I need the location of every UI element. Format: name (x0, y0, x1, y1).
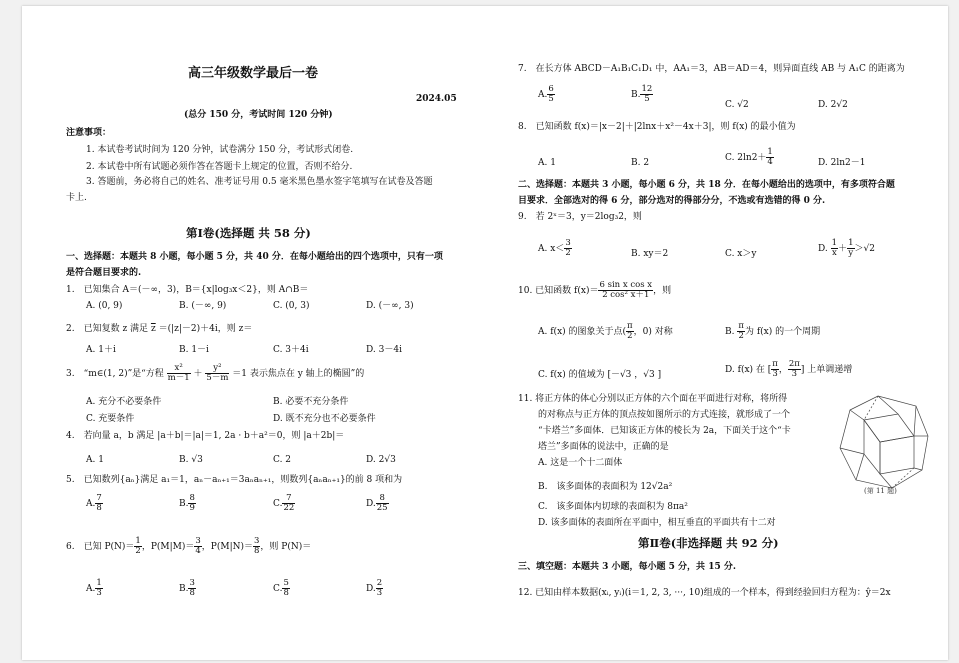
q9-a-pre: A. x＜ (538, 244, 565, 254)
q9-d-frac1-num: 1 (831, 238, 838, 248)
q10-option-b (725, 321, 820, 343)
q1-option-c: C. (0, 3) (273, 301, 310, 311)
q3-fraction-x (167, 364, 191, 383)
q7-b-den: 5 (644, 94, 650, 104)
q5-option-b (179, 493, 196, 515)
q5-c-frac (282, 494, 295, 513)
q2-option-b: B. 1－i (179, 345, 209, 355)
q6-c-frac (282, 579, 289, 598)
q5-b-frac (188, 494, 195, 513)
q10-b-den: 2 (738, 331, 744, 341)
q6-a-frac (95, 579, 102, 598)
q10-a-pre: A. f(x) 的图象关于点( (538, 327, 627, 337)
q6-option-a (86, 578, 103, 600)
q2-stem (66, 324, 252, 335)
q8-stem: 8. 已知函数 f(x)＝|x－2|＋|2lnx＋x²－4x＋3|，则 f(x) 的最小值为 (518, 122, 796, 132)
q10-d-frac1-num: π (772, 359, 778, 369)
q3-frac2-den: 5－m (206, 373, 229, 383)
q9-stem: 9. 若 2ˣ＝3，y＝2log₃2，则 (518, 212, 642, 222)
q9-a-frac (564, 239, 571, 258)
q8-option-b: B. 2 (631, 158, 650, 168)
exam-page (22, 6, 948, 660)
q4-option-c: C. 2 (273, 455, 292, 465)
q1-stem: 1. 已知集合 A＝(－∞，3)，B＝{x|log₃x＜2}，则 A∩B＝ (66, 285, 309, 295)
q6-b-den: 8 (189, 588, 195, 598)
q5-a-num: 7 (96, 493, 102, 503)
exam-info: (总分 150 分，考试时间 120 分钟) (184, 110, 333, 120)
q8-c-num: 1 (767, 147, 773, 157)
q4-option-b: B. √3 (179, 455, 203, 465)
exam-date: 2024.05 (416, 94, 457, 104)
q5-d-den: 25 (376, 503, 388, 513)
q10-option-c: C. f(x) 的值域为 [－√3 ，√3 ] (538, 370, 662, 380)
note-3: 3. 答题前，务必将自己的姓名、准考证号用 0.5 毫米黑色墨水签字笔填写在试卷及答题 (86, 177, 433, 187)
q6-b-num: 3 (189, 578, 195, 588)
q5-c-num: 7 (282, 494, 295, 504)
q5-b-den: 9 (189, 503, 195, 513)
q10-part2: ，则 (653, 286, 672, 296)
q10-d-post: ] 上单调递增 (800, 365, 853, 375)
q10-option-a (538, 321, 673, 343)
q10-a-frac (626, 322, 634, 341)
q10-b-frac (737, 322, 745, 341)
q6-a-label: A. (86, 584, 96, 594)
q7-option-d: D. 2√2 (818, 100, 848, 110)
q3-frac1-den: m－1 (167, 373, 190, 383)
q6-a-num: 1 (96, 578, 102, 588)
q7-a-den: 5 (548, 94, 554, 104)
q7-option-c: C. √2 (725, 100, 749, 110)
q6-b-frac (188, 579, 195, 598)
q1-option-b: B. (－∞, 9) (179, 301, 227, 311)
q10-part1: 10. 已知函数 f(x)＝ (518, 286, 599, 296)
q4-option-a: A. 1 (86, 455, 104, 465)
q11-line-1: 11. 将正方体的体心分别以正方体的六个面在平面进行对称，将所得 (518, 394, 788, 404)
q5-stem: 5. 已知数列{aₙ}满足 a₁＝1，aₙ－aₙ₊₁＝3aₙaₙ₊₁，则数列{aₙaₙ₊₁}的前 8 项和为 (66, 475, 403, 485)
q10-b-num: π (738, 321, 744, 331)
q9-d-frac2-den: y (848, 248, 854, 258)
section2-heading: 二、选择题：本题共 3 小题，每小题 6 分，共 18 分．在每小题给出的选项中，有多项符合题 (518, 180, 895, 190)
note-3-cont: 卡上. (66, 193, 87, 203)
section1-heading: 一、选择题：本题共 8 小题，每小题 5 分，共 40 分．在每小题给出的四个选项中，只有一项 (66, 252, 443, 262)
q2-zbar: $\overline{z}$ (150, 324, 156, 334)
q11-line-2: 的对称点与正方体的顶点按如图所示的方式连接，就形成了一个 (538, 410, 791, 420)
q5-d-label: D. (366, 499, 376, 509)
q5-d-num: 8 (376, 494, 389, 504)
q7-b-frac (640, 85, 653, 104)
q9-d-plus: ＋ (838, 244, 848, 254)
q5-d-frac (376, 494, 389, 513)
q5-c-label: C. (273, 499, 283, 509)
q9-d-pre: D. (818, 244, 828, 254)
q8-option-a: A. 1 (538, 158, 556, 168)
q5-a-frac (95, 494, 102, 513)
q10-d-frac1 (771, 360, 779, 379)
q12-stem: 12. 已知由样本数据(xᵢ, yᵢ)(i＝1, 2, 3, ···, 10)组成的一个样本，得到经验回归方程为：ŷ＝2x (518, 588, 891, 598)
q9-d-frac1-den: x (831, 248, 837, 258)
q10-d-frac1-den: 3 (772, 369, 778, 379)
q3-stem-part1: 3. “m∈(1, 2)”是“方程 (66, 369, 164, 379)
q9-option-d (818, 238, 875, 260)
q6-d-num: 2 (376, 578, 383, 588)
q6-c-label: C. (273, 584, 283, 594)
cube-top (864, 414, 914, 442)
q6-part1: 6. 已知 P(N)＝ (66, 542, 135, 552)
q6-frac3-den: 8 (254, 546, 260, 556)
q6-c-den: 8 (283, 588, 289, 598)
q6-d-frac (376, 579, 383, 598)
q7-a-frac (547, 85, 554, 104)
q8-c-pre: C. 2ln2＋ (725, 153, 767, 163)
q6-part4: ，则 P(N)＝ (260, 542, 312, 552)
q3-frac1-num: x² (167, 364, 191, 374)
q6-d-label: D. (366, 584, 376, 594)
q7-option-a (538, 84, 555, 106)
q5-option-c (273, 493, 295, 515)
q8-c-frac (766, 148, 773, 167)
q9-a-den: 2 (565, 248, 571, 258)
q11-figure-caption: (第 11 题) (864, 487, 897, 495)
q6-option-d (366, 578, 383, 600)
q7-b-label: B. (631, 90, 641, 100)
q2-option-c: C. 3＋4i (273, 345, 309, 355)
part2-title: 第Ⅱ卷(非选择题 共 92 分) (638, 536, 779, 550)
q6-stem (66, 536, 311, 558)
q9-d-frac1 (831, 239, 838, 258)
catalan-polyhedron-figure (836, 392, 932, 494)
q9-a-num: 3 (565, 238, 571, 248)
q8-option-c (725, 147, 774, 169)
q9-d-post: ＞√2 (854, 244, 875, 254)
section3-heading: 三、填空题：本题共 3 小题，每小题 5 分，共 15 分. (518, 562, 736, 572)
q6-frac1-den: 2 (135, 546, 141, 556)
note-1: 1. 本试卷考试时间为 120 分钟，试卷满分 150 分，考试形式闭卷. (86, 145, 354, 155)
q3-stem (66, 363, 364, 385)
q6-frac2 (194, 537, 201, 556)
notes-title: 注意事项： (66, 128, 112, 138)
q3-option-a: A. 充分不必要条件 (86, 397, 162, 407)
q5-a-den: 8 (96, 503, 102, 513)
q5-c-den: 22 (283, 503, 295, 513)
exam-title: 高三年级数学最后一卷 (188, 66, 319, 81)
q6-part2: ，P(M|M)＝ (141, 542, 195, 552)
q10-frac-num: 6 sin x cos x (599, 280, 653, 290)
polyhedron-outline (840, 396, 928, 488)
q4-stem: 4. 若向量 a，b 满足 |a＋b|＝|a|＝1, 2a · b＋a²＝0，则 |a＋2b|＝ (66, 431, 345, 441)
q2-stem-part2: ＝(|z|－2)＋4i，则 z＝ (158, 324, 253, 334)
q9-option-b: B. xy＝2 (631, 249, 669, 259)
q10-a-post: ，0) 对称 (633, 327, 673, 337)
q10-b-post: 为 f(x) 的一个周期 (744, 327, 821, 337)
q3-stem-part2: ＝1 表示焦点在 y 轴上的椭圆”的 (232, 369, 365, 379)
q10-frac-den: 2 cos² x＋1 (602, 290, 650, 300)
q10-a-num: π (627, 321, 633, 331)
q7-stem: 7. 在长方体 ABCD－A₁B₁C₁D₁ 中，AA₁＝3，AB＝AD＝4，则异面直线 AB 与 A₁C 的距离为 (518, 64, 905, 74)
q6-part3: ，P(M|N)＝ (201, 542, 253, 552)
q6-option-c (273, 578, 290, 600)
q7-option-b (631, 84, 653, 106)
q3-frac2-num: y² (205, 364, 229, 374)
q8-option-d: D. 2ln2－1 (818, 158, 866, 168)
q11-option-b: B. 该多面体的表面积为 12√2a² (538, 482, 673, 492)
q6-b-label: B. (179, 584, 189, 594)
q3-option-c: C. 充要条件 (86, 414, 135, 424)
q3-fraction-y (205, 364, 229, 383)
q5-b-num: 8 (189, 493, 195, 503)
q1-option-a: A. (0, 9) (86, 301, 123, 311)
q10-d-pre: D. f(x) 在 [ (725, 365, 772, 375)
q10-d-frac2-den: 3 (791, 369, 798, 379)
section2-heading-cont: 目要求．全部选对的得 6 分，部分选对的得部分分，不选或有选错的得 0 分. (518, 196, 826, 206)
q6-frac1-num: 1 (135, 536, 141, 546)
q10-d-frac2 (788, 360, 801, 379)
q4-option-d: D. 2√3 (366, 455, 396, 465)
q8-c-den: 4 (767, 157, 773, 167)
q11-option-a: A. 这是一个十二面体 (538, 458, 623, 468)
q9-d-frac2 (847, 239, 854, 258)
q5-option-a (86, 493, 103, 515)
q5-option-d (366, 493, 389, 515)
cube-front (880, 436, 914, 474)
q11-option-d: D. 该多面体的表面所在平面中，相互垂直的平面共有十二对 (538, 518, 776, 528)
q2-stem-part1: 2. 已知复数 z 满足 (66, 324, 149, 334)
q9-option-a (538, 238, 572, 260)
q11-option-c: C. 该多面体内切球的表面积为 8πa² (538, 502, 688, 512)
q10-option-d (725, 359, 852, 381)
q3-plus: ＋ (193, 369, 203, 379)
q10-a-den: 2 (627, 331, 633, 341)
q9-option-c: C. x＞y (725, 249, 757, 259)
q2-option-a: A. 1＋i (86, 345, 116, 355)
q3-option-b: B. 必要不充分条件 (273, 397, 349, 407)
q6-c-num: 5 (283, 578, 289, 588)
q10-d-frac2-num: 2π (788, 359, 800, 369)
q10-b-pre: B. (725, 327, 735, 337)
cube-left (864, 420, 880, 474)
q5-a-label: A. (86, 499, 96, 509)
q7-a-num: 6 (548, 84, 554, 94)
q3-option-d: D. 既不充分也不必要条件 (273, 414, 376, 424)
q5-b-label: B. (179, 499, 189, 509)
q6-frac2-den: 4 (195, 546, 201, 556)
q1-option-d: D. (－∞, 3) (366, 301, 414, 311)
q10-d-mid: ， (778, 365, 788, 375)
q7-b-num: 12 (641, 84, 653, 94)
q6-d-den: 3 (376, 588, 383, 598)
note-2: 2. 本试卷中所有试题必须作答在答题卡上规定的位置，否则不给分. (86, 162, 353, 172)
q7-a-label: A. (538, 90, 548, 100)
part1-title: 第Ⅰ卷(选择题 共 58 分) (186, 226, 311, 240)
q11-line-4: 塔兰”多面体的说法中，正确的是 (538, 442, 669, 452)
q6-frac2-num: 3 (195, 536, 201, 546)
section1-heading-cont: 是符合题目要求的. (66, 268, 142, 278)
q6-frac3-num: 3 (254, 536, 260, 546)
q11-line-3: “卡塔兰”多面体．已知该正方体的棱长为 2a，下面关于这个“卡 (538, 426, 791, 436)
q6-frac1 (134, 537, 141, 556)
q2-option-d: D. 3－4i (366, 345, 402, 355)
q10-frac (598, 281, 653, 300)
q6-option-b (179, 578, 196, 600)
q9-d-frac2-num: 1 (848, 238, 854, 248)
q6-a-den: 3 (96, 588, 102, 598)
q10-stem (518, 280, 671, 302)
